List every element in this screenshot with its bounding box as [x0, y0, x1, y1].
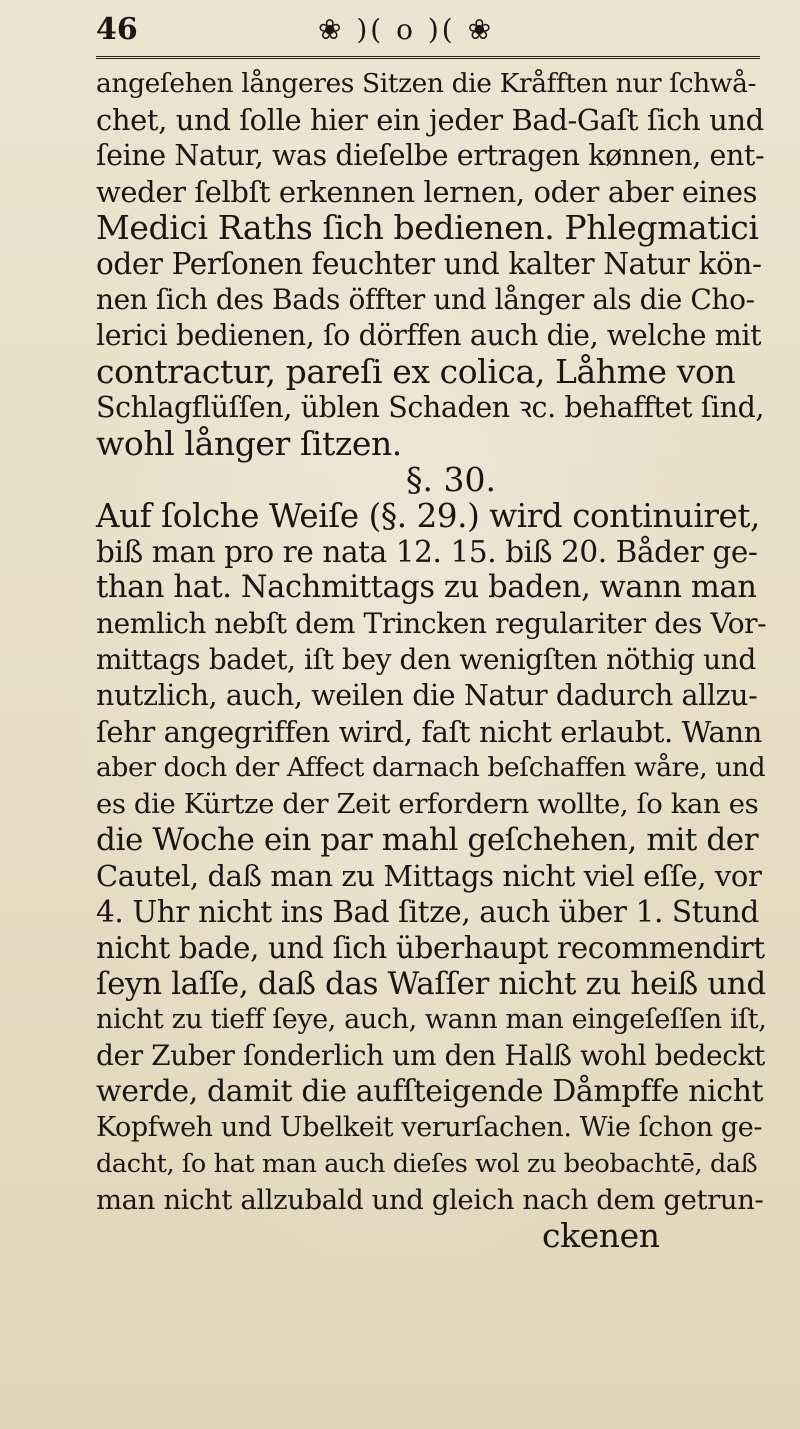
text-line: nicht zu tieff ſeye, auch, wann man eingeſeſſen iſt,	[96, 1004, 767, 1035]
text-line: chet, und ſolle hier ein jeder Bad-Gaſt ſich und	[96, 103, 764, 137]
catchword: ckenen	[542, 1216, 660, 1255]
page-number: 46	[96, 12, 138, 47]
text-line: wohl långer ſitzen.	[96, 424, 402, 463]
header-rule	[96, 56, 760, 59]
text-line: man nicht allzubald und gleich nach dem getrun-	[96, 1184, 764, 1216]
text-line: Medici Raths ſich bedienen. Phlegmatici	[96, 208, 759, 247]
text-line: der Zuber ſonderlich um den Halß wohl bedeckt	[96, 1039, 765, 1072]
text-line: es die Kürtze der Zeit erfordern wollte, ſo kan es	[96, 788, 759, 820]
header-ornament: ❀ )( o )( ❀	[318, 13, 495, 46]
page-header	[96, 10, 756, 50]
text-line: nemlich nebſt dem Trincken regulariter des Vor-	[96, 607, 767, 640]
text-line: Cautel, daß man zu Mittags nicht viel eſſe, vor	[96, 859, 762, 893]
text-line: ſehr angegriffen wird, faſt nicht erlaubt. Wann	[96, 715, 762, 749]
section-heading: §. 30.	[406, 460, 496, 499]
text-line: mittags badet, iſt bey den wenigſten nöthig und	[96, 643, 756, 676]
text-line: nicht bade, und ſich überhaupt recommendirt	[96, 931, 765, 965]
text-line: than hat. Nachmittags zu baden, wann man	[96, 570, 757, 605]
text-line: Schlagflüſſen, üblen Schaden ꝛc. behafftet ſind,	[96, 391, 765, 424]
text-line: nen ſich des Bads öffter und långer als die Cho-	[96, 283, 755, 316]
text-line: 4. Uhr nicht ins Bad ſitze, auch über 1. Stund	[96, 895, 759, 929]
text-line: nutzlich, auch, weilen die Natur dadurch allzu-	[96, 679, 758, 712]
text-line: werde, damit die aufſteigende Dåmpffe nicht	[96, 1074, 764, 1109]
text-line: angeſehen långeres Sitzen die Kråfften nur ſchwå-	[96, 68, 757, 99]
text-line: Auf ſolche Weiſe (§. 29.) wird continuiret,	[96, 497, 760, 535]
text-line: weder ſelbſt erkennen lernen, oder aber eines	[96, 175, 758, 209]
body-text	[96, 66, 766, 1254]
text-line: ſeyn laſſe, daß das Waſſer nicht zu heiß und	[96, 966, 766, 1002]
text-line: lerici bedienen, ſo dörffen auch die, welche mit	[96, 319, 762, 352]
text-line: die Woche ein par mahl geſchehen, mit der	[96, 822, 759, 858]
text-line: oder Perſonen feuchter und kalter Natur kön-	[96, 247, 762, 281]
text-line: ſeine Natur, was dieſelbe ertragen kønnen, ent-	[96, 139, 765, 172]
text-line: dacht, ſo hat man auch dieſes wol zu beobachtē, daß	[96, 1149, 758, 1179]
text-line: biß man pro re nata 12. 15. biß 20. Båder ge-	[96, 535, 758, 569]
text-line: aber doch der Affect darnach beſchaffen wåre, und	[96, 752, 766, 783]
text-line: contractur, pareſi ex colica, Låhme von	[96, 352, 736, 391]
text-line: Kopfweh und Ubelkeit verurſachen. Wie ſchon ge-	[96, 1112, 763, 1143]
